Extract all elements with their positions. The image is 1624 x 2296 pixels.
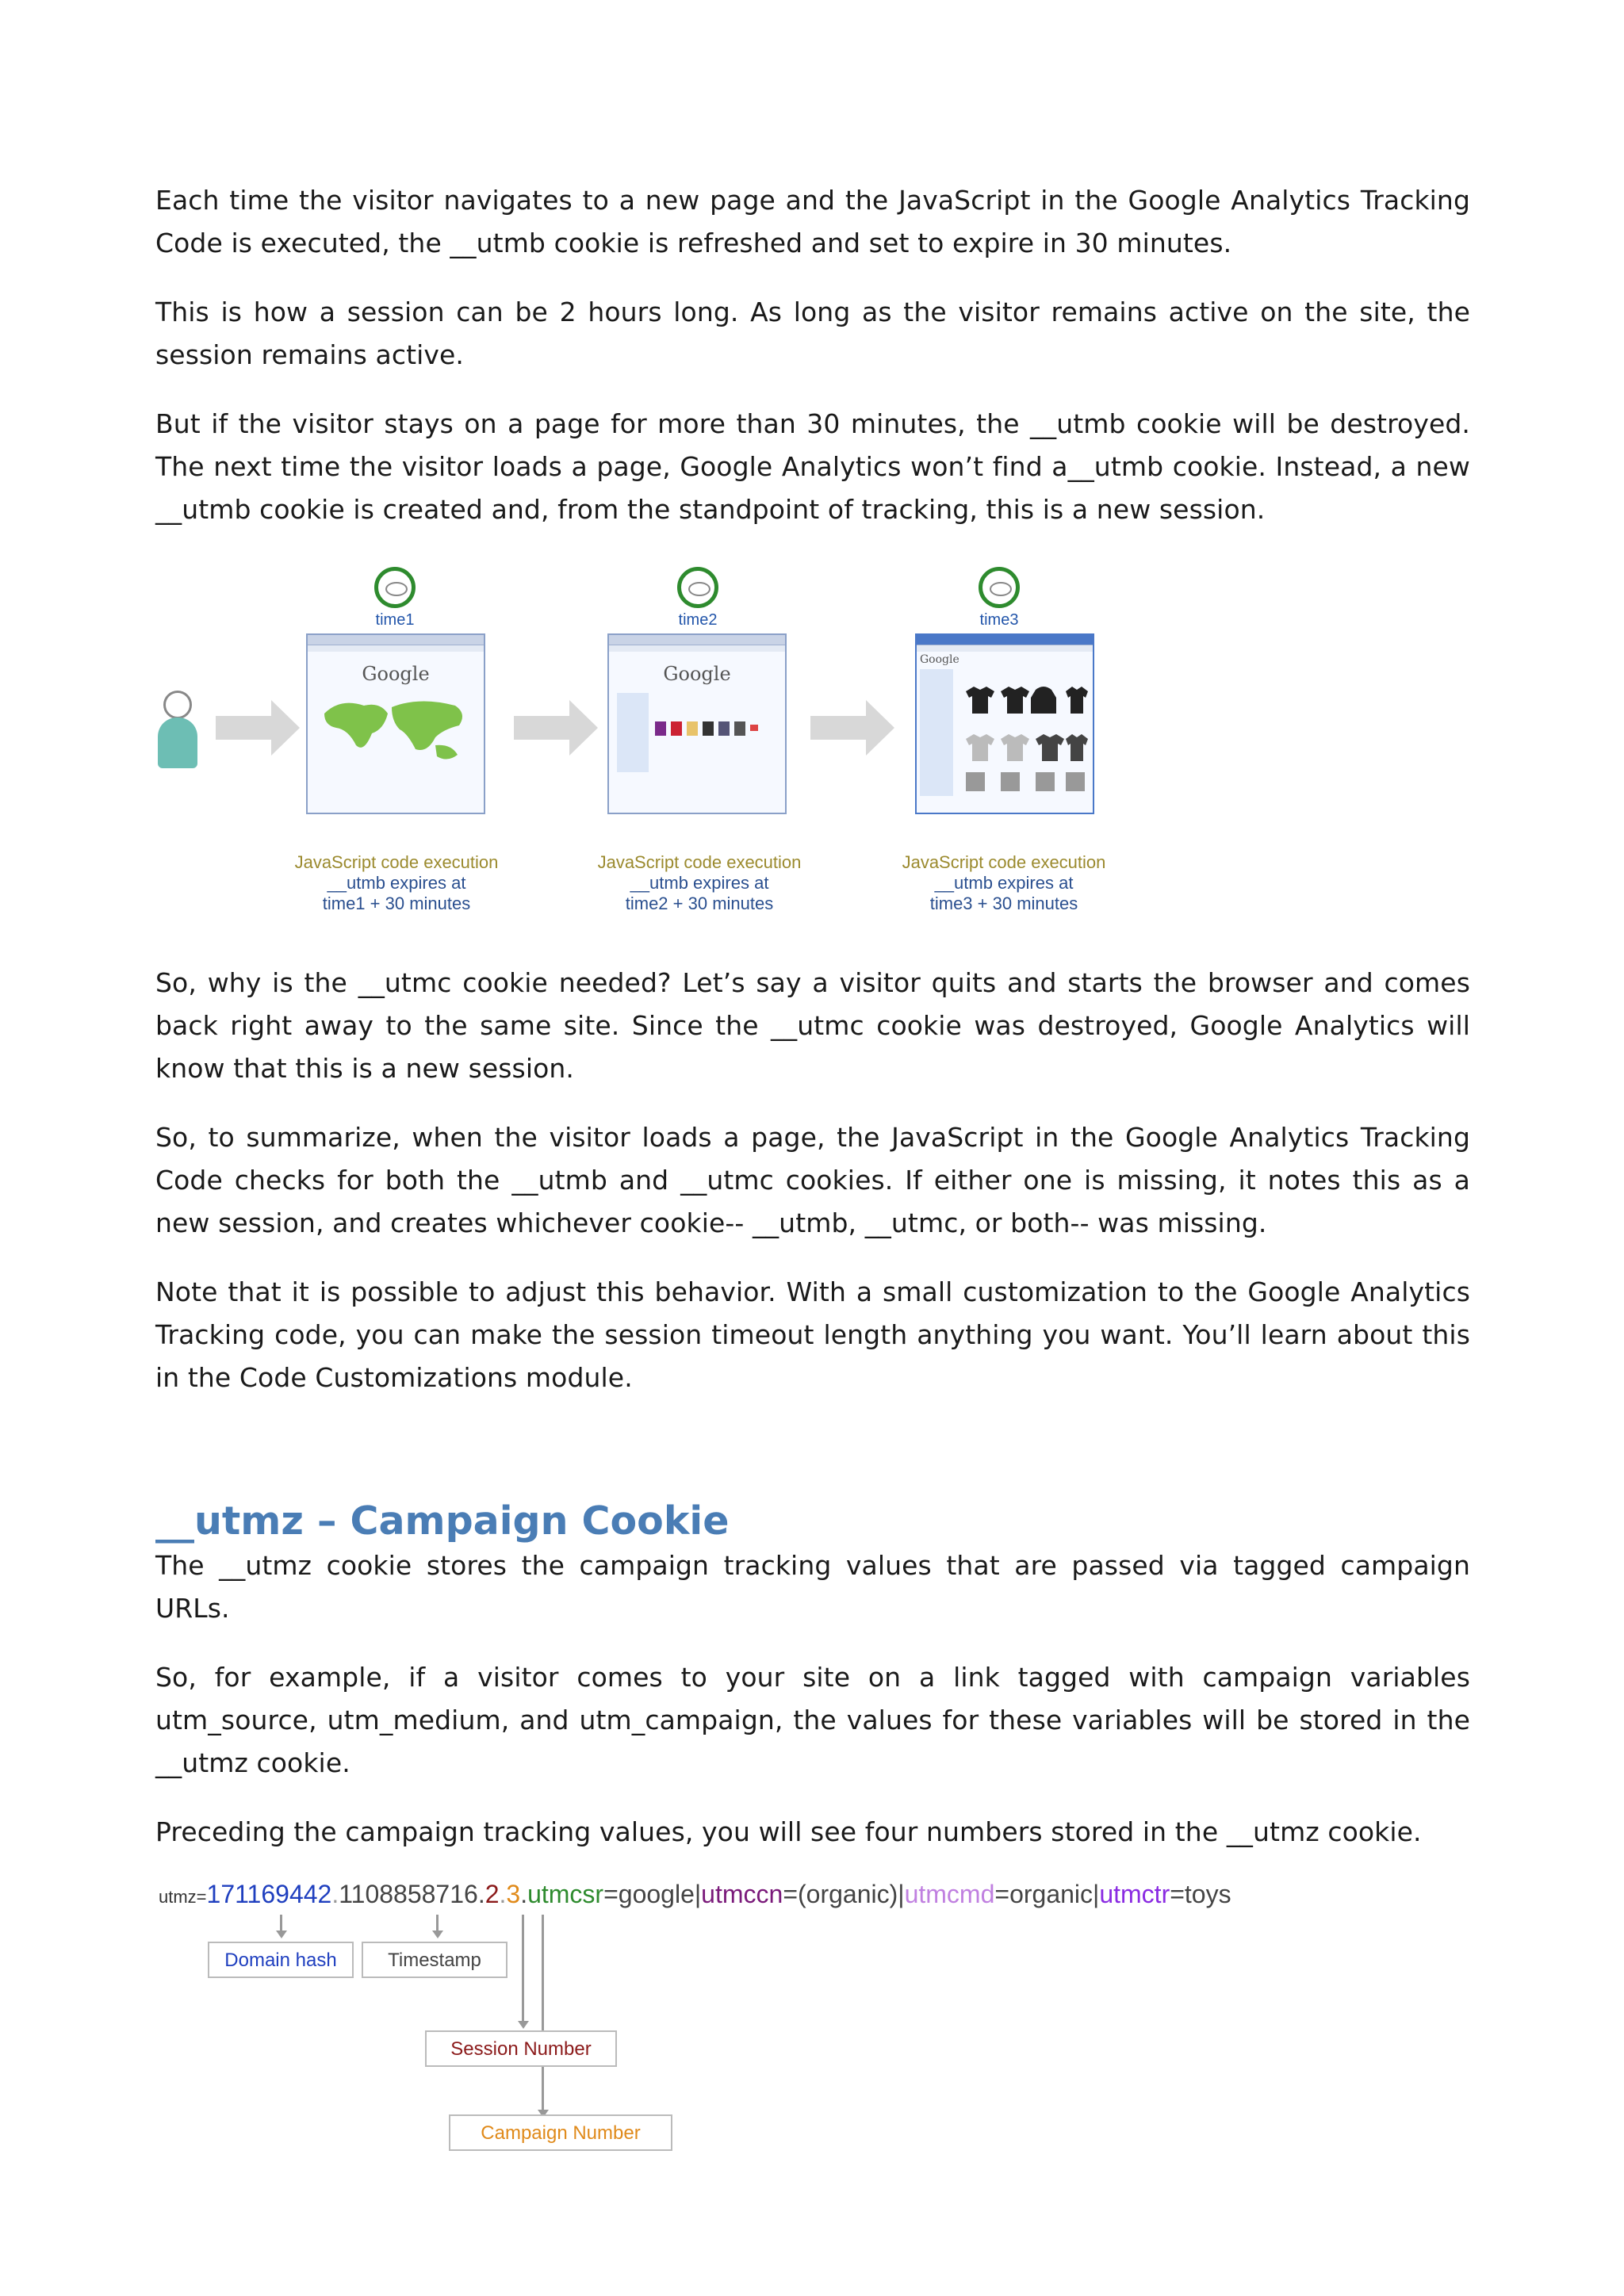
- arrow-tip: [518, 2021, 529, 2029]
- paragraph: But if the visitor stays on a page for more than 30 minutes, the __utmb cookie will be destroyed. The next time the visitor loads a page, Google Analytics won’t find a__utmb cookie. Instead, a new __utmb cookie is created and, from the standpoint of tracking, this is a new session.: [155, 408, 1470, 525]
- paragraph: So, why is the __utmc cookie needed? Let’s say a visitor quits and starts the browser and comes back right away to the same site. Since the __utmc cookie was destroyed, Google Analytics will know that this is a new session.: [155, 967, 1470, 1084]
- time-label: time1: [375, 611, 415, 629]
- visitor-head-icon: [163, 691, 192, 719]
- google-logo: Google: [920, 653, 959, 666]
- store-page-image: [614, 690, 780, 785]
- paragraph: So, for example, if a visitor comes to your site on a link tagged with campaign variables utm_source, utm_medium, and utm_campaign, the values for these variables will be stored in the __utmz cookie.: [155, 1662, 1470, 1778]
- domain-hash-label: Domain hash: [208, 1942, 354, 1978]
- google-logo: Google: [663, 663, 731, 685]
- clock-icon: [979, 567, 1020, 608]
- arrow-icon: [514, 700, 601, 756]
- clock-icon: [677, 567, 718, 608]
- section-heading: __utmz – Campaign Cookie: [155, 1498, 730, 1544]
- arrow-icon: [810, 700, 898, 756]
- world-map-image: [316, 690, 475, 769]
- utmz-cookie-string: utmz=171169442.1108858716.2.3.utmcsr=google|utmccn=(organic)|utmcmd=organic|utmctr=toys: [159, 1880, 1231, 1908]
- apparel-page-image: [918, 668, 1091, 802]
- time-label: time2: [678, 611, 718, 629]
- paragraph: The __utmz cookie stores the campaign tracking values that are passed via tagged campaign URLs.: [155, 1550, 1470, 1624]
- timestamp-label: Timestamp: [362, 1942, 508, 1978]
- paragraph: Preceding the campaign tracking values, you will see four numbers stored in the __utmz cookie.: [155, 1816, 1422, 1847]
- session-number-label: Session Number: [425, 2030, 617, 2067]
- utmz-cookie-diagram: [155, 1880, 1470, 2181]
- browser-screenshot: [915, 633, 1094, 814]
- timestamp-value: 1108858716: [339, 1880, 478, 1908]
- browser-screenshot: [306, 633, 485, 814]
- step-caption: JavaScript code execution __utmb expires at time2 + 30 minutes: [597, 852, 802, 913]
- connector-line: [522, 1915, 524, 2022]
- domain-hash-value: 171169442: [206, 1880, 332, 1908]
- paragraph: Each time the visitor navigates to a new page and the JavaScript in the Google Analytics Tracking Code is executed, the __utmb cookie is refreshed and set to expire in 30 minutes.: [155, 185, 1470, 258]
- connector-line: [436, 1915, 439, 1932]
- document-page: [155, 179, 1470, 2181]
- connector-line: [280, 1915, 282, 1932]
- arrow-icon: [216, 700, 303, 756]
- step-caption: JavaScript code execution __utmb expires at time3 + 30 minutes: [902, 852, 1106, 913]
- connector-line: [542, 1915, 544, 2111]
- time-label: time3: [979, 611, 1019, 629]
- paragraph: This is how a session can be 2 hours long. As long as the visitor remains active on the site, the session remains active.: [155, 297, 1470, 370]
- session-number-value: 2: [485, 1880, 500, 1908]
- google-logo: Google: [362, 663, 430, 685]
- session-timeout-diagram: [155, 557, 1470, 930]
- visitor-body-icon: [158, 718, 197, 768]
- step-caption: JavaScript code execution __utmb expires at time1 + 30 minutes: [294, 852, 499, 913]
- paragraph: Note that it is possible to adjust this behavior. With a small customization to the Google Analytics Tracking code, you can make the session timeout length anything you want. You’ll learn about this in the Code Customizations module.: [155, 1276, 1470, 1393]
- arrow-tip: [432, 1931, 443, 1938]
- campaign-number-label: Campaign Number: [449, 2114, 672, 2151]
- browser-screenshot: [607, 633, 787, 814]
- arrow-tip: [276, 1931, 287, 1938]
- campaign-number-value: 3: [506, 1880, 521, 1908]
- clock-icon: [374, 567, 416, 608]
- paragraph: So, to summarize, when the visitor loads a page, the JavaScript in the Google Analytics Tracking Code checks for both the __utmb and __utmc cookies. If either one is missing, it notes this as a new session, and creates whichever cookie-- __utmb, __utmc, or both-- was missing.: [155, 1122, 1470, 1238]
